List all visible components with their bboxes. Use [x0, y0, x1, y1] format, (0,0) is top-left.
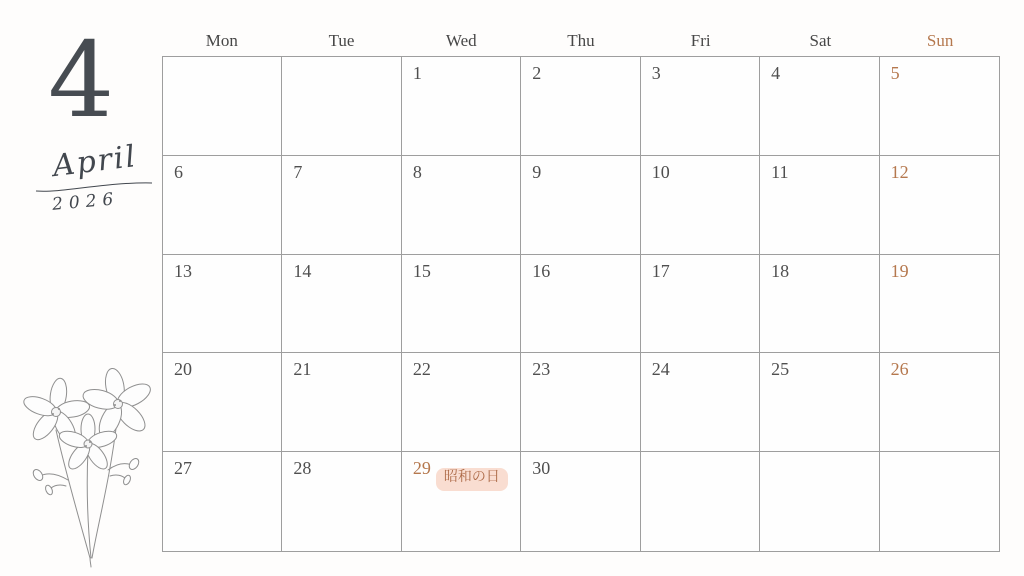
date-number: 22	[412, 359, 431, 380]
date-number: 13	[174, 260, 192, 281]
calendar-cell-19	[880, 255, 999, 354]
date-number: 25	[771, 359, 790, 380]
weekday-header-fri: Fri	[690, 31, 711, 50]
weekday-header-row	[162, 26, 1000, 56]
calendar-cell-10	[641, 156, 760, 255]
date-number: 27	[174, 458, 192, 479]
month-name-script: April	[50, 138, 140, 185]
date-number: 1	[412, 63, 422, 83]
calendar	[162, 26, 1000, 552]
sidebar	[0, 0, 162, 576]
date-number: 15	[412, 260, 431, 281]
calendar-cell-29	[402, 452, 521, 551]
date-number: 24	[651, 359, 670, 380]
calendar-cell-24	[641, 353, 760, 452]
calendar-cell-empty	[282, 57, 401, 156]
calendar-cell-7	[282, 156, 401, 255]
weekday-header-sat: Sat	[809, 31, 832, 50]
calendar-cell-28	[282, 452, 401, 551]
date-number: 4	[771, 63, 781, 83]
date-number: 28	[293, 458, 312, 479]
date-number: 17	[651, 260, 670, 281]
date-number: 11	[771, 161, 789, 182]
date-number: 26	[890, 359, 909, 380]
calendar-cell-18	[760, 255, 879, 354]
calendar-cell-27	[163, 452, 282, 551]
date-number: 30	[532, 458, 551, 479]
calendar-cell-9	[521, 156, 640, 255]
date-number: 16	[532, 260, 551, 281]
date-number: 7	[293, 161, 303, 182]
date-number: 20	[174, 359, 192, 380]
weekday-header-thu: Thu	[567, 31, 595, 50]
calendar-grid	[162, 56, 1000, 552]
date-number: 2	[532, 63, 542, 83]
calendar-cell-14	[282, 255, 401, 354]
calendar-cell-2	[521, 57, 640, 156]
calendar-cell-empty	[880, 452, 999, 551]
weekday-header-tue: Tue	[328, 31, 355, 50]
date-number: 29	[412, 458, 431, 479]
date-number: 6	[174, 161, 183, 182]
calendar-cell-17	[641, 255, 760, 354]
calendar-cell-22	[402, 353, 521, 452]
calendar-cell-3	[641, 57, 760, 156]
calendar-cell-empty	[760, 452, 879, 551]
date-number: 9	[532, 161, 542, 182]
calendar-cell-11	[760, 156, 879, 255]
date-number: 5	[890, 63, 900, 83]
date-number: 18	[771, 260, 790, 281]
calendar-cell-empty	[641, 452, 760, 551]
weekday-header-sun: Sun	[926, 31, 954, 50]
date-number: 10	[651, 161, 670, 182]
date-number: 21	[293, 359, 312, 380]
calendar-cell-23	[521, 353, 640, 452]
date-number: 19	[890, 260, 909, 281]
calendar-cell-4	[760, 57, 879, 156]
calendar-cell-1	[402, 57, 521, 156]
calendar-cell-26	[880, 353, 999, 452]
calendar-cell-20	[163, 353, 282, 452]
date-number: 23	[532, 359, 551, 380]
calendar-cell-empty	[163, 57, 282, 156]
calendar-cell-25	[760, 353, 879, 452]
weekday-header-wed: Wed	[445, 31, 477, 50]
flower-illustration-icon	[16, 352, 158, 568]
date-number: 8	[412, 161, 422, 182]
holiday-badge: 昭和の日	[436, 468, 508, 491]
calendar-cell-16	[521, 255, 640, 354]
date-number: 14	[293, 260, 312, 281]
year-script: 2026	[51, 189, 121, 215]
calendar-cell-5	[880, 57, 999, 156]
calendar-cell-30	[521, 452, 640, 551]
weekday-header-mon: Mon	[205, 31, 238, 50]
calendar-cell-13	[163, 255, 282, 354]
date-number: 3	[651, 63, 661, 83]
calendar-cell-15	[402, 255, 521, 354]
calendar-cell-6	[163, 156, 282, 255]
month-number: 4	[48, 19, 115, 141]
calendar-cell-12	[880, 156, 999, 255]
calendar-cell-21	[282, 353, 401, 452]
date-number: 12	[890, 161, 909, 182]
calendar-cell-8	[402, 156, 521, 255]
